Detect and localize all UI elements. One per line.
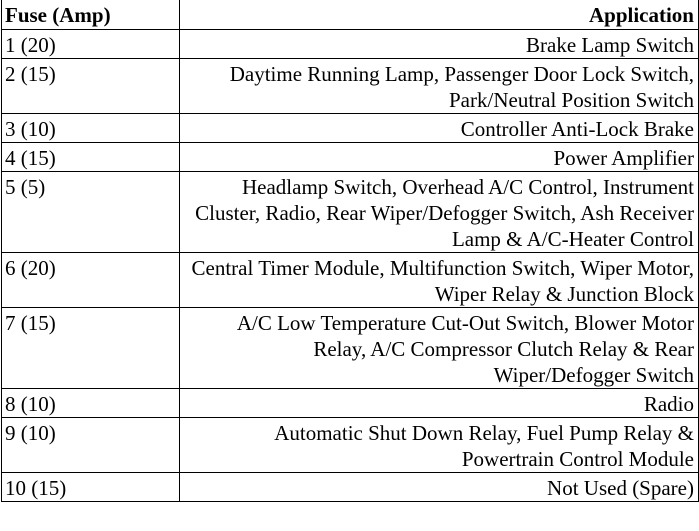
table-row — [2, 172, 699, 253]
fuse-cell: 5 (5) — [2, 172, 180, 253]
table-row — [2, 143, 699, 172]
header-fuse: Fuse (Amp) — [2, 0, 180, 30]
application-cell: Controller Anti-Lock Brake — [180, 114, 699, 143]
application-cell: Automatic Shut Down Relay, Fuel Pump Relay & Powertrain Control Module — [180, 418, 699, 473]
table-row — [2, 389, 699, 418]
application-cell: Brake Lamp Switch — [180, 30, 699, 59]
fuse-cell: 6 (20) — [2, 253, 180, 308]
application-cell: Daytime Running Lamp, Passenger Door Lock Switch, Park/Neutral Position Switch — [180, 59, 699, 114]
table-row — [2, 473, 699, 502]
table-row — [2, 59, 699, 114]
table-row — [2, 30, 699, 59]
fuse-table — [1, 0, 699, 502]
fuse-cell: 2 (15) — [2, 59, 180, 114]
fuse-cell: 3 (10) — [2, 114, 180, 143]
table-row — [2, 114, 699, 143]
table-header-row — [2, 0, 699, 30]
fuse-cell: 8 (10) — [2, 389, 180, 418]
fuse-cell: 4 (15) — [2, 143, 180, 172]
application-cell: Power Amplifier — [180, 143, 699, 172]
table-row — [2, 308, 699, 389]
application-cell: Radio — [180, 389, 699, 418]
application-cell: Central Timer Module, Multifunction Switch, Wiper Motor, Wiper Relay & Junction Block — [180, 253, 699, 308]
application-cell: Not Used (Spare) — [180, 473, 699, 502]
header-application: Application — [180, 0, 699, 30]
table-row — [2, 418, 699, 473]
fuse-cell: 1 (20) — [2, 30, 180, 59]
application-cell: A/C Low Temperature Cut-Out Switch, Blower Motor Relay, A/C Compressor Clutch Relay & Rear Wiper/Defogger Switch — [180, 308, 699, 389]
fuse-cell: 9 (10) — [2, 418, 180, 473]
application-cell: Headlamp Switch, Overhead A/C Control, Instrument Cluster, Radio, Rear Wiper/Defogger Switch, Ash Receiver Lamp & A/C-Heater Control — [180, 172, 699, 253]
table-row — [2, 253, 699, 308]
fuse-cell: 7 (15) — [2, 308, 180, 389]
fuse-cell: 10 (15) — [2, 473, 180, 502]
